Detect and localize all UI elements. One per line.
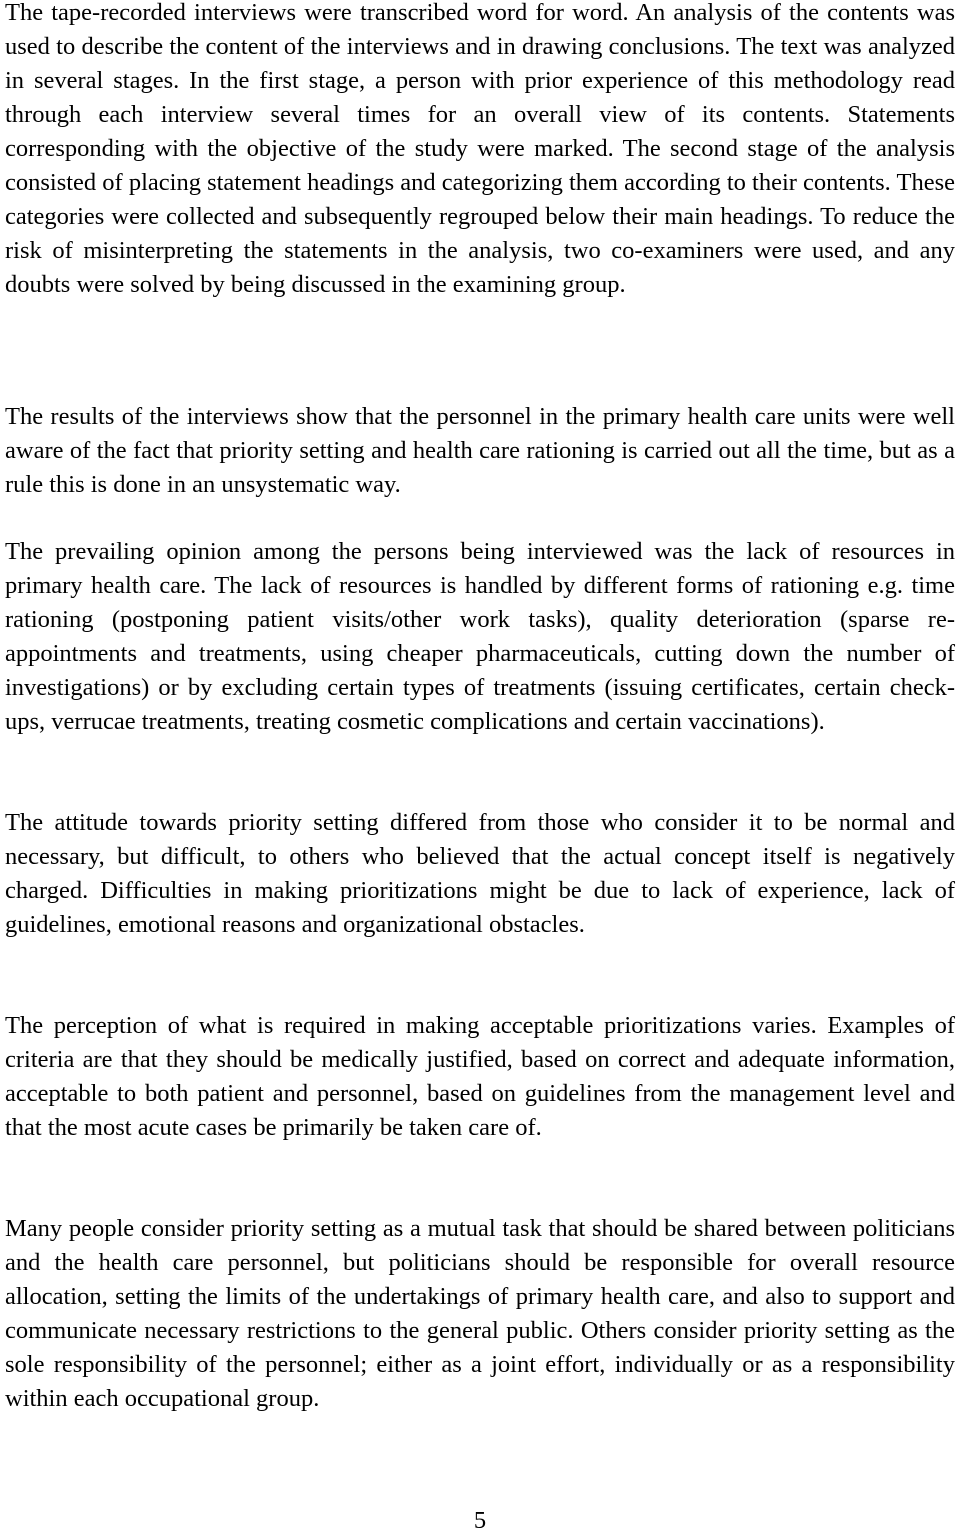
paragraph-attitude: The attitude towards priority setting differed from those who consider it to be normal and necessary, but difficult, to others who believed that the actual concept itself is negatively charged. Difficulties in making prioritizations might be due to lack of experience, lack of guidelines, emotional reasons and organizational obstacles.: [5, 809, 955, 938]
paragraph-perception: The perception of what is required in making acceptable prioritizations varies. Examples of criteria are that they should be medically justified, based on correct and adequate information, acceptable to both patient and personnel, based on guidelines from the management level and that the most acute cases be primarily be taken care of.: [5, 1012, 955, 1141]
paragraph-lack-of-resources: The prevailing opinion among the persons being interviewed was the lack of resources in primary health care. The lack of resources is handled by different forms of rationing e.g. time rationing (postponing patient visits/other work tasks), quality deterioration (sparse re-appointments and treatments, using cheaper pharmaceuticals, cutting down the number of investigations) or by excluding certain types of treatments (issuing certificates, certain check-ups, verrucae treatments, treating cosmetic complications and certain vaccinations).: [5, 538, 955, 735]
paragraph-results: The results of the interviews show that the personnel in the primary health care units were well aware of the fact that priority setting and health care rationing is carried out all the time, but as a rule this is done in an unsystematic way.: [5, 403, 955, 498]
paragraph-methodology: The tape-recorded interviews were transcribed word for word. An analysis of the contents was used to describe the content of the interviews and in drawing conclusions. The text was analyzed in several stages. In the first stage, a person with prior experience of this methodology read through each interview several times for an overall view of its contents. Statements corresponding with the objective of the study were marked. The second stage of the analysis consisted of placing statement headings and categorizing them according to their contents. These categories were collected and subsequently regrouped below their main headings. To reduce the risk of misinterpreting the statements in the analysis, two co-examiners were used, and any doubts were solved by being discussed in the examining group.: [5, 0, 955, 298]
paragraph-responsibility: Many people consider priority setting as a mutual task that should be shared between politicians and the health care personnel, but politicians should be responsible for overall resource allocation, setting the limits of the undertakings of primary health care, and also to support and communicate necessary restrictions to the general public. Others consider priority setting as the sole responsibility of the personnel; either as a joint effort, individually or as a responsibility within each occupational group.: [5, 1215, 955, 1412]
page-number: 5: [473, 1507, 487, 1534]
